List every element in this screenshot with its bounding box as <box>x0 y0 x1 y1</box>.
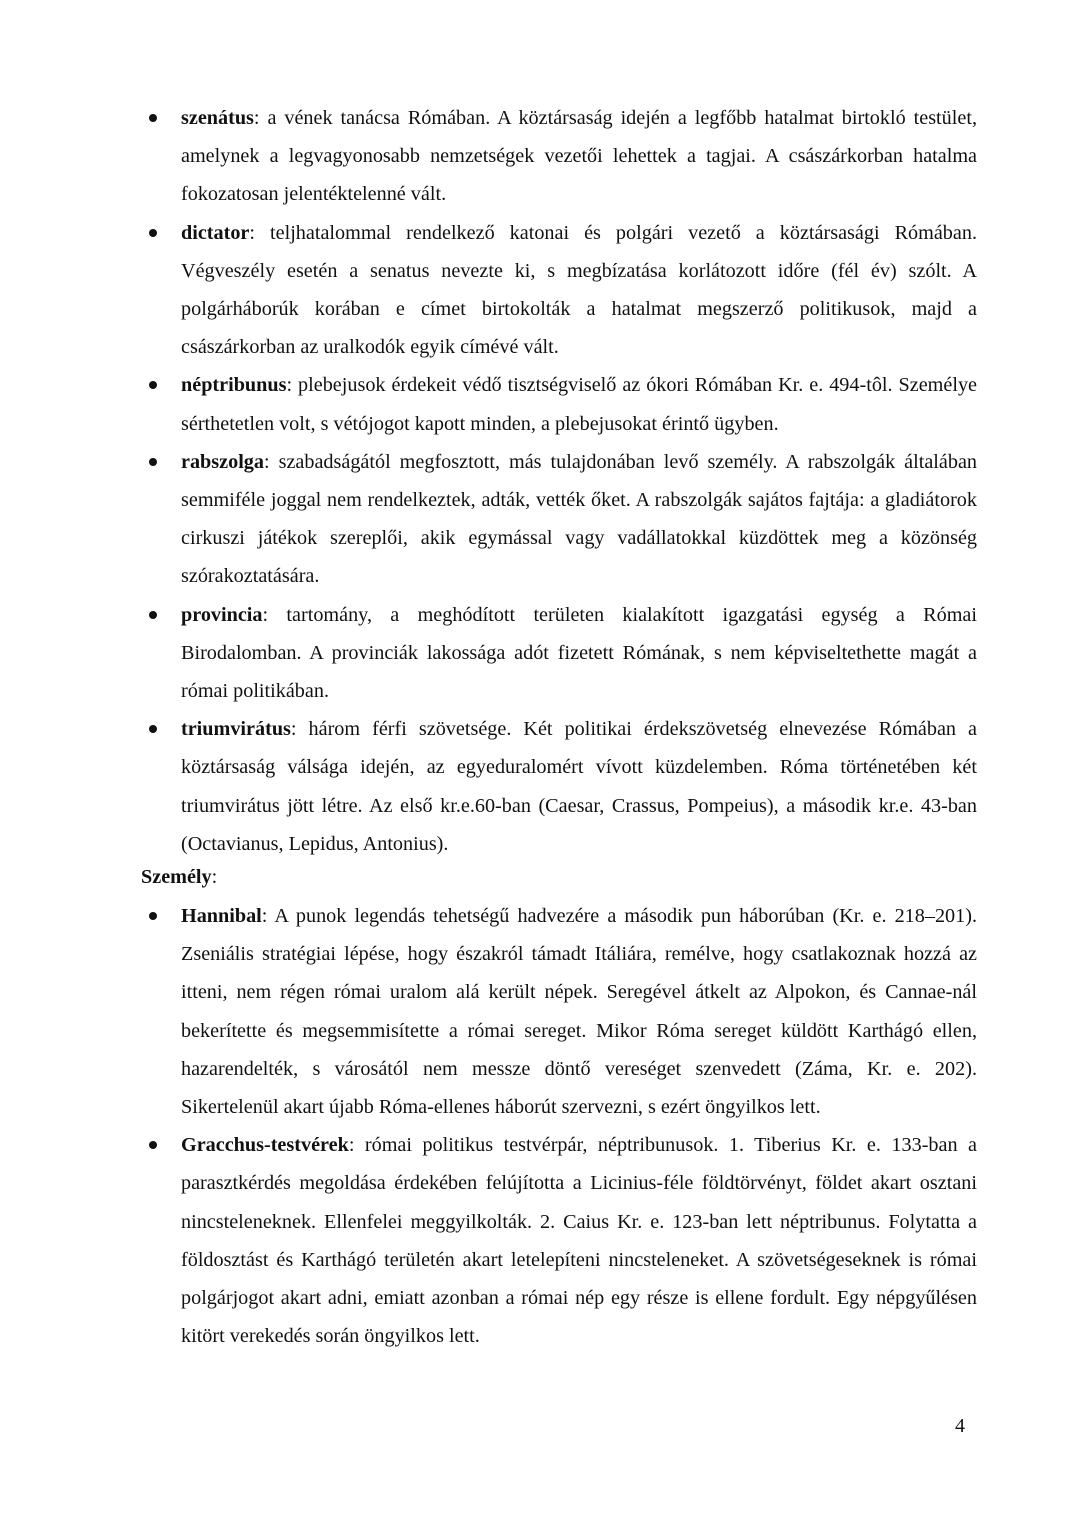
term-definition: : római politikus testvérpár, néptribunusok. 1. Tiberius Kr. e. 133-ban a parasztkérdés megoldása érdekében felújította a Licinius-féle földtörvényt, földet akart osztani nincsteleneknek. Ellenfelei meggyilkolták. 2. Caius Kr. e. 123-ban lett néptribunus. Folytatta a földosztást és Karthágó területén akart letelepíteni nincsteleneket. A szövetségeseknek is római polgárjogot akart adni, emiatt azonban a római nép egy része is ellene fordult. Egy népgyűlésen kitört verekedés során öngyilkos lett. <box>181 1134 977 1348</box>
term-label: Hannibal <box>181 905 262 927</box>
page-number: 4 <box>955 1415 965 1437</box>
term-definition: : a vének tanácsa Rómában. A köztársaság idején a legfőbb hatalmat birtokló testület, amelynek a legvagyonosabb nemzetségek vezetői lehettek a tagjai. A császárkorban hatalma fokozatosan jelentéktelenné vált. <box>181 107 977 206</box>
bullet-icon <box>149 725 157 733</box>
term-label: triumvirátus <box>181 718 291 741</box>
term-definition: : teljhatalommal rendelkező katonai és polgári vezető a köztársasági Rómában. Végveszély esetén a senatus nevezte ki, s megbízatása korlátozott időre (fél év) szólt. A polgárháborúk korában e címet birtokolták a hatalmat megszerző politikusok, majd a császárkorban az uralkodók egyik címévé vált. <box>181 221 977 359</box>
term-label: provincia <box>181 603 263 626</box>
person-list <box>141 897 977 1355</box>
term-definition: : három férfi szövetsége. Két politikai érdekszövetség elnevezése Rómában a köztársaság válsága idején, az egyeduralomért vívott küzdelemben. Róma történetében két triumvirátus jött létre. Az első kr.e.60-ban (Caesar, Crassus, Pompeius), a második kr.e. 43-ban (Octavianus, Lepidus, Antonius). <box>181 718 977 855</box>
bullet-icon <box>149 611 157 619</box>
bullet-icon <box>149 381 157 389</box>
term-label: néptribunus <box>181 374 287 397</box>
term-definition: : plebejusok érdekeit védő tisztségviselő az ókori Rómában Kr. e. 494-tôl. Személye sérthetetlen volt, s vétójogot kapott minden, a plebejusokat érintő ügyben. <box>181 374 977 435</box>
term-label: szenátus <box>181 107 254 129</box>
term-definition: : szabadságától megfosztott, más tulajdonában levő személy. A rabszolgák általában semmiféle joggal nem rendelkeztek, adták, vették őket. A rabszolgák sajátos fajtája: a gladiátorok cirkuszi játékok szereplői, akik egymással vagy vadállatokkal küzdöttek meg a közönség szórakoztatására. <box>181 450 977 588</box>
term-label: Gracchus-testvérek <box>181 1134 349 1157</box>
bullet-icon <box>149 1141 157 1149</box>
list-item-gracchus <box>141 1126 977 1355</box>
bullet-icon <box>149 229 157 237</box>
list-item-neptribunus <box>141 366 977 442</box>
section-heading <box>141 858 217 896</box>
term-label: rabszolga <box>181 450 264 473</box>
term-label: dictator <box>181 221 250 244</box>
list-item-dictator <box>141 214 977 367</box>
list-item-rabszolga <box>141 443 977 596</box>
list-item-hannibal <box>141 897 977 1126</box>
term-definition: : tartomány, a meghódított területen kialakított igazgatási egység a Római Birodalomban. A provinciák lakossága adót fizetett Rómának, s nem képviseltethette magát a római politikában. <box>181 603 977 703</box>
section-heading-label: Személy <box>141 866 212 888</box>
section-heading-colon: : <box>211 866 218 888</box>
bullet-icon <box>149 912 157 920</box>
term-list <box>141 99 977 863</box>
list-item-triumviratus <box>141 710 977 863</box>
term-definition: : A punok legendás tehetségű hadvezére a második pun háborúban (Kr. e. 218–201). Zseniális stratégiai lépése, hogy északról támadt Itáliára, remélve, hogy csatlakoznak hozzá az itteni, nem régen római uralom alá került népek. Seregével átkelt az Alpokon, és Cannae-nál bekerítette és megsemmisítette a római sereget. Mikor Róma sereget küldött Karthágó ellen, hazarendelték, s városától nem messze döntő vereséget szenvedett (Záma, Kr. e. 202). Sikertelenül akart újabb Róma-ellenes háborút szervezni, s ezért öngyilkos lett. <box>181 905 977 1119</box>
list-item-provincia <box>141 596 977 711</box>
list-item-szenatus <box>141 99 977 214</box>
bullet-icon <box>149 114 157 122</box>
bullet-icon <box>149 458 157 466</box>
